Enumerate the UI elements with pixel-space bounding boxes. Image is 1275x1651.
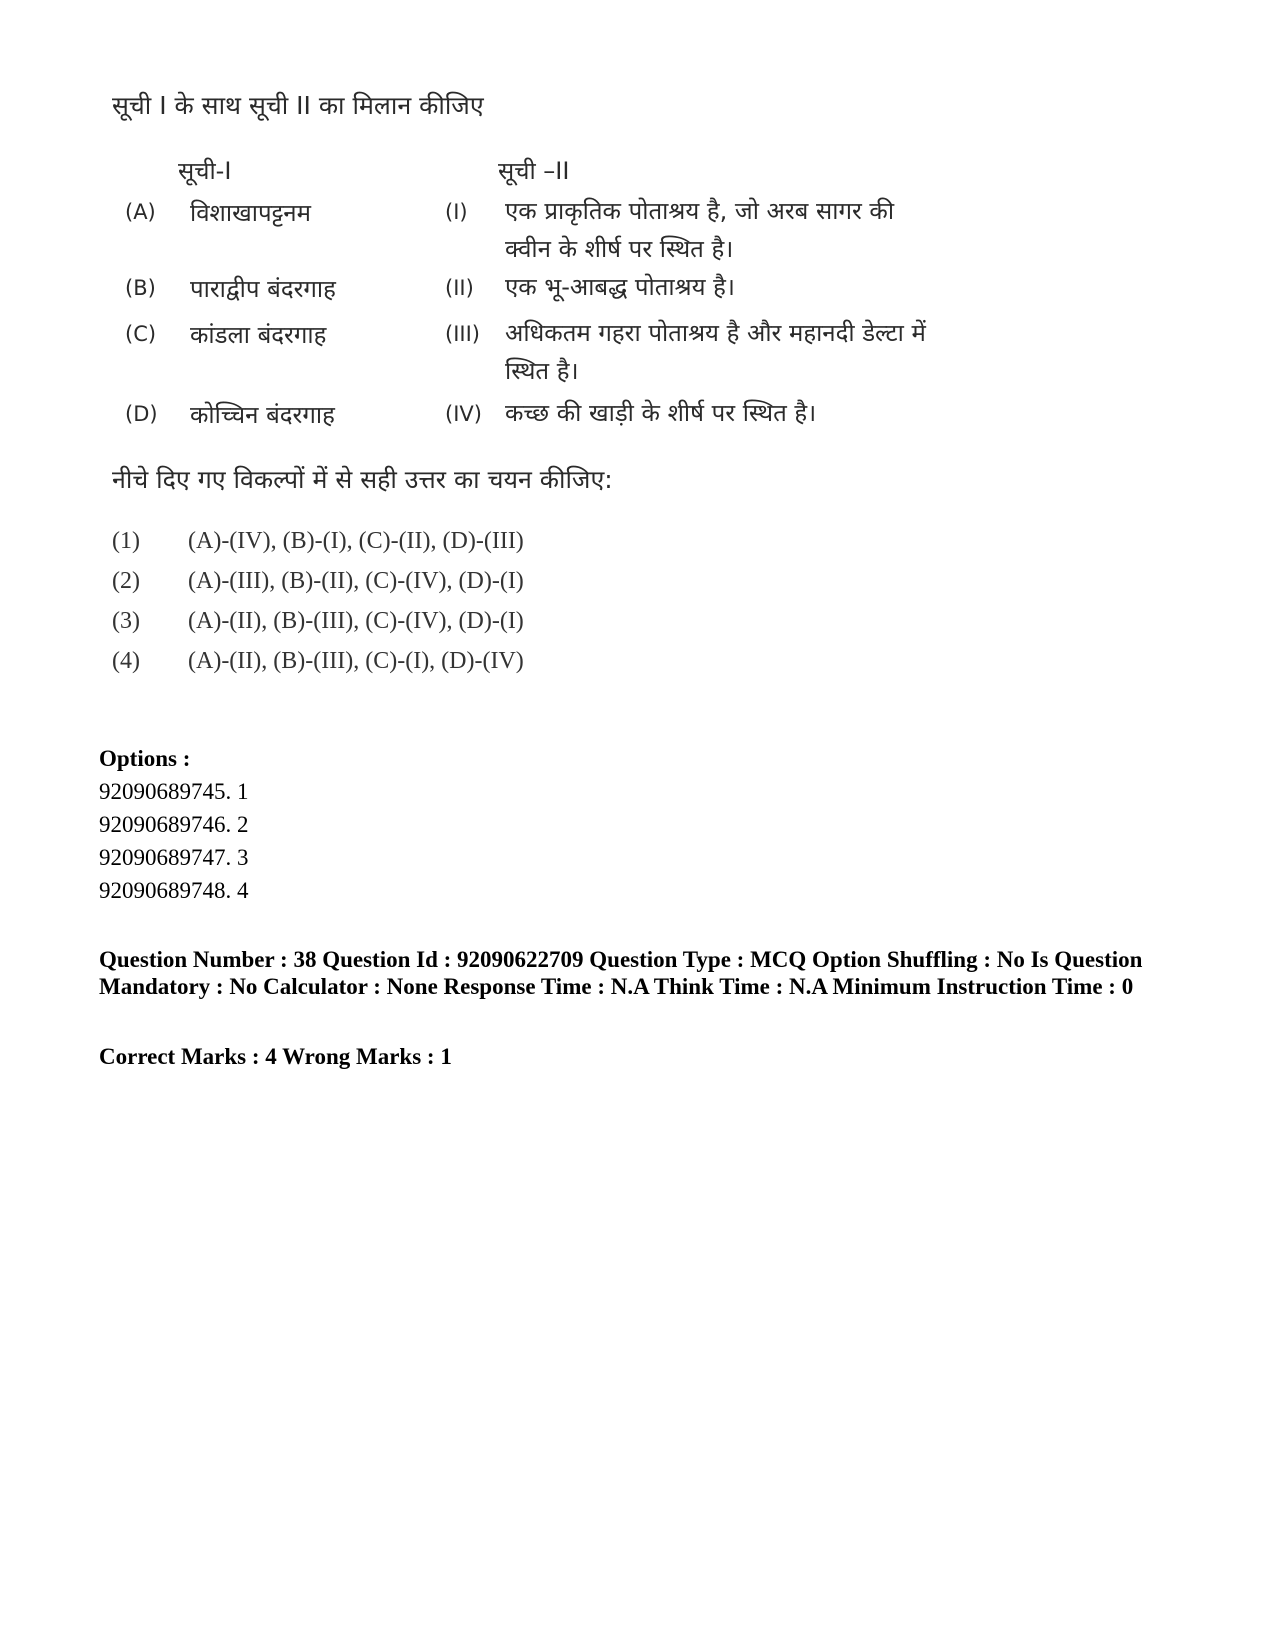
list2-desc: कच्छ की खाड़ी के शीर्ष पर स्थित है।	[505, 399, 817, 427]
list1-item: कोच्चिन बंदरगाह	[190, 401, 335, 429]
option-item: 92090689746. 2	[99, 812, 249, 837]
question-info: Question Number : 38 Question Id : 92090622709 Question Type : MCQ Option Shuffling : No Is Question Mandatory : No Calculator : None Response Time : N.A Think Time : N.A Minimum Instruction Time : 0	[99, 947, 1143, 999]
question-title: सूची I के साथ सूची II का मिलान कीजिए	[112, 91, 484, 120]
option-item: 92090689747. 3	[99, 845, 249, 870]
choice-text: (A)-(II), (B)-(III), (C)-(IV), (D)-(I)	[188, 608, 524, 634]
choice-number: (3)	[112, 608, 140, 634]
row-label: (A)	[125, 200, 156, 224]
option-item: 92090689745. 1	[99, 779, 249, 804]
choice-text: (A)-(III), (B)-(II), (C)-(IV), (D)-(I)	[188, 568, 524, 594]
row-label: (C)	[125, 322, 157, 346]
choice-number: (4)	[112, 648, 140, 674]
list2-desc: एक प्राकृतिक पोताश्रय है, जो अरब सागर की क्वीन के शीर्ष पर स्थित है।	[505, 197, 895, 263]
choice-1	[112, 528, 524, 555]
choice-text: (A)-(IV), (B)-(I), (C)-(II), (D)-(III)	[188, 528, 524, 554]
choice-4	[112, 648, 524, 675]
list1-header: सूची-I	[178, 157, 232, 185]
list2-desc: एक भू-आबद्ध पोताश्रय है।	[505, 273, 736, 301]
option-item: 92090689748. 4	[99, 878, 249, 903]
row-label: (B)	[125, 276, 156, 300]
list1-item: कांडला बंदरगाह	[190, 321, 327, 349]
question-instruction: नीचे दिए गए विकल्पों में से सही उत्तर का चयन कीजिए:	[112, 465, 613, 494]
list2-desc: अधिकतम गहरा पोताश्रय है और महानदी डेल्टा में स्थित है।	[505, 319, 926, 385]
choice-3	[112, 608, 524, 635]
choice-number: (2)	[112, 568, 140, 594]
row-numeral: (III)	[445, 322, 480, 346]
options-heading: Options :	[99, 746, 191, 771]
question-image	[100, 70, 960, 720]
row-numeral: (II)	[445, 276, 474, 300]
choice-text: (A)-(II), (B)-(III), (C)-(I), (D)-(IV)	[188, 648, 524, 674]
marks-info: Correct Marks : 4 Wrong Marks : 1	[99, 1044, 452, 1069]
choice-2	[112, 568, 524, 595]
list2-header: सूची –II	[498, 157, 570, 185]
row-numeral: (IV)	[445, 402, 482, 426]
row-numeral: (I)	[445, 200, 468, 224]
choice-number: (1)	[112, 528, 140, 554]
row-label: (D)	[125, 402, 158, 426]
list1-item: पाराद्वीप बंदरगाह	[190, 275, 336, 303]
options-block	[99, 742, 249, 907]
list1-item: विशाखापट्टनम	[190, 199, 311, 227]
